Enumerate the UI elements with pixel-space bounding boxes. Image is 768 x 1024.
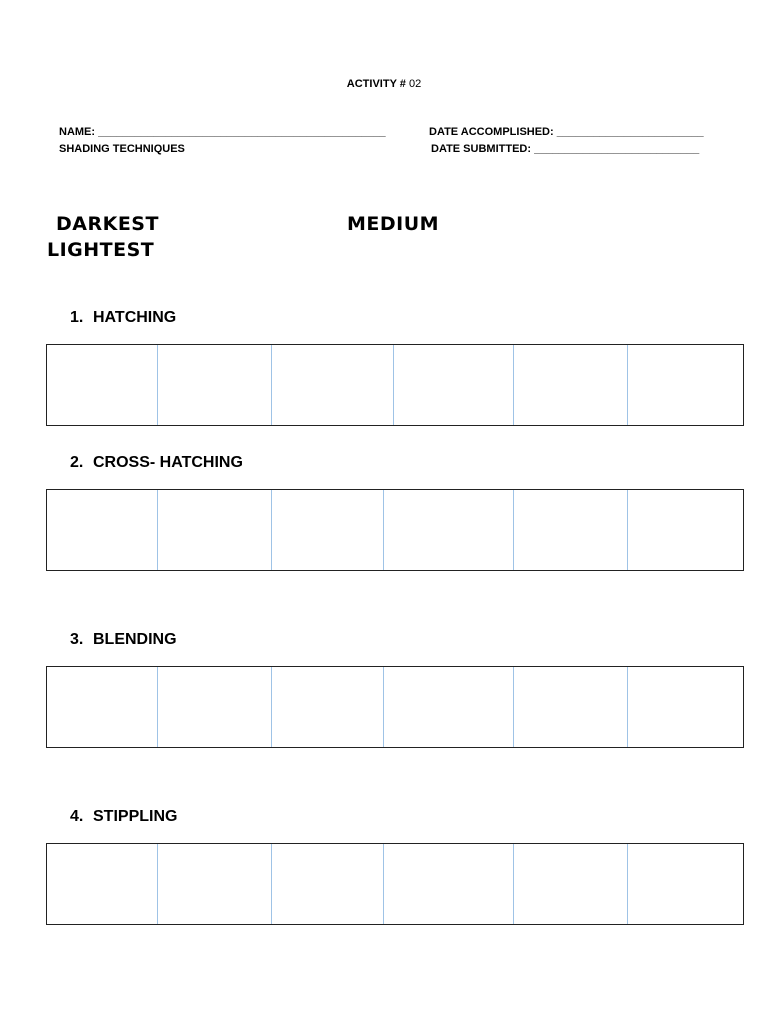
subject-line [59, 143, 185, 155]
cell-divider [513, 490, 514, 570]
date-submitted-line [431, 143, 699, 155]
cell-divider [157, 844, 158, 924]
cross-hatching-box[interactable] [46, 489, 744, 571]
activity-number: 02 [408, 78, 422, 90]
section-title-blending [70, 631, 177, 649]
cell-divider [157, 345, 158, 425]
section-title-hatching [70, 309, 176, 327]
date-accomplished-label: DATE ACCOMPLISHED: [429, 126, 554, 138]
date-submitted-blank[interactable]: ___________________________ [534, 143, 700, 155]
section-number: 1. [70, 309, 84, 326]
cell-divider [513, 844, 514, 924]
date-submitted-label: DATE SUBMITTED: [431, 143, 532, 155]
cell-divider [271, 345, 272, 425]
cell-divider [271, 490, 272, 570]
cell-divider [383, 844, 384, 924]
cell-divider [627, 345, 628, 425]
section-title-stippling [70, 808, 177, 826]
activity-title [0, 78, 768, 90]
section-number: 4. [70, 808, 84, 825]
cell-divider [513, 345, 514, 425]
name-label: NAME: [59, 126, 96, 138]
date-accomplished-blank[interactable]: ________________________ [556, 126, 704, 138]
subject-text: SHADING TECHNIQUES [59, 143, 185, 155]
blending-box[interactable] [46, 666, 744, 748]
stippling-box[interactable] [46, 843, 744, 925]
cell-divider [383, 490, 384, 570]
hatching-box[interactable] [46, 344, 744, 426]
name-blank[interactable]: _______________________________________________ [98, 126, 386, 138]
cell-divider [513, 667, 514, 747]
cell-divider [383, 667, 384, 747]
date-accomplished-line [429, 126, 704, 138]
cell-divider [627, 844, 628, 924]
section-number: 3. [70, 631, 84, 648]
cell-divider [627, 667, 628, 747]
name-line [59, 126, 386, 138]
scale-darkest: DARKEST [56, 213, 159, 235]
section-label: CROSS- HATCHING [93, 454, 243, 471]
section-title-cross-hatching [70, 454, 243, 472]
scale-lightest: LIGHTEST [47, 239, 155, 261]
activity-label: ACTIVITY # [346, 78, 406, 90]
section-label: HATCHING [93, 309, 177, 326]
cell-divider [271, 844, 272, 924]
cell-divider [393, 345, 394, 425]
cell-divider [271, 667, 272, 747]
section-label: BLENDING [93, 631, 177, 648]
cell-divider [157, 490, 158, 570]
section-number: 2. [70, 454, 84, 471]
scale-medium: MEDIUM [347, 213, 440, 235]
cell-divider [627, 490, 628, 570]
section-label: STIPPLING [93, 808, 178, 825]
cell-divider [157, 667, 158, 747]
